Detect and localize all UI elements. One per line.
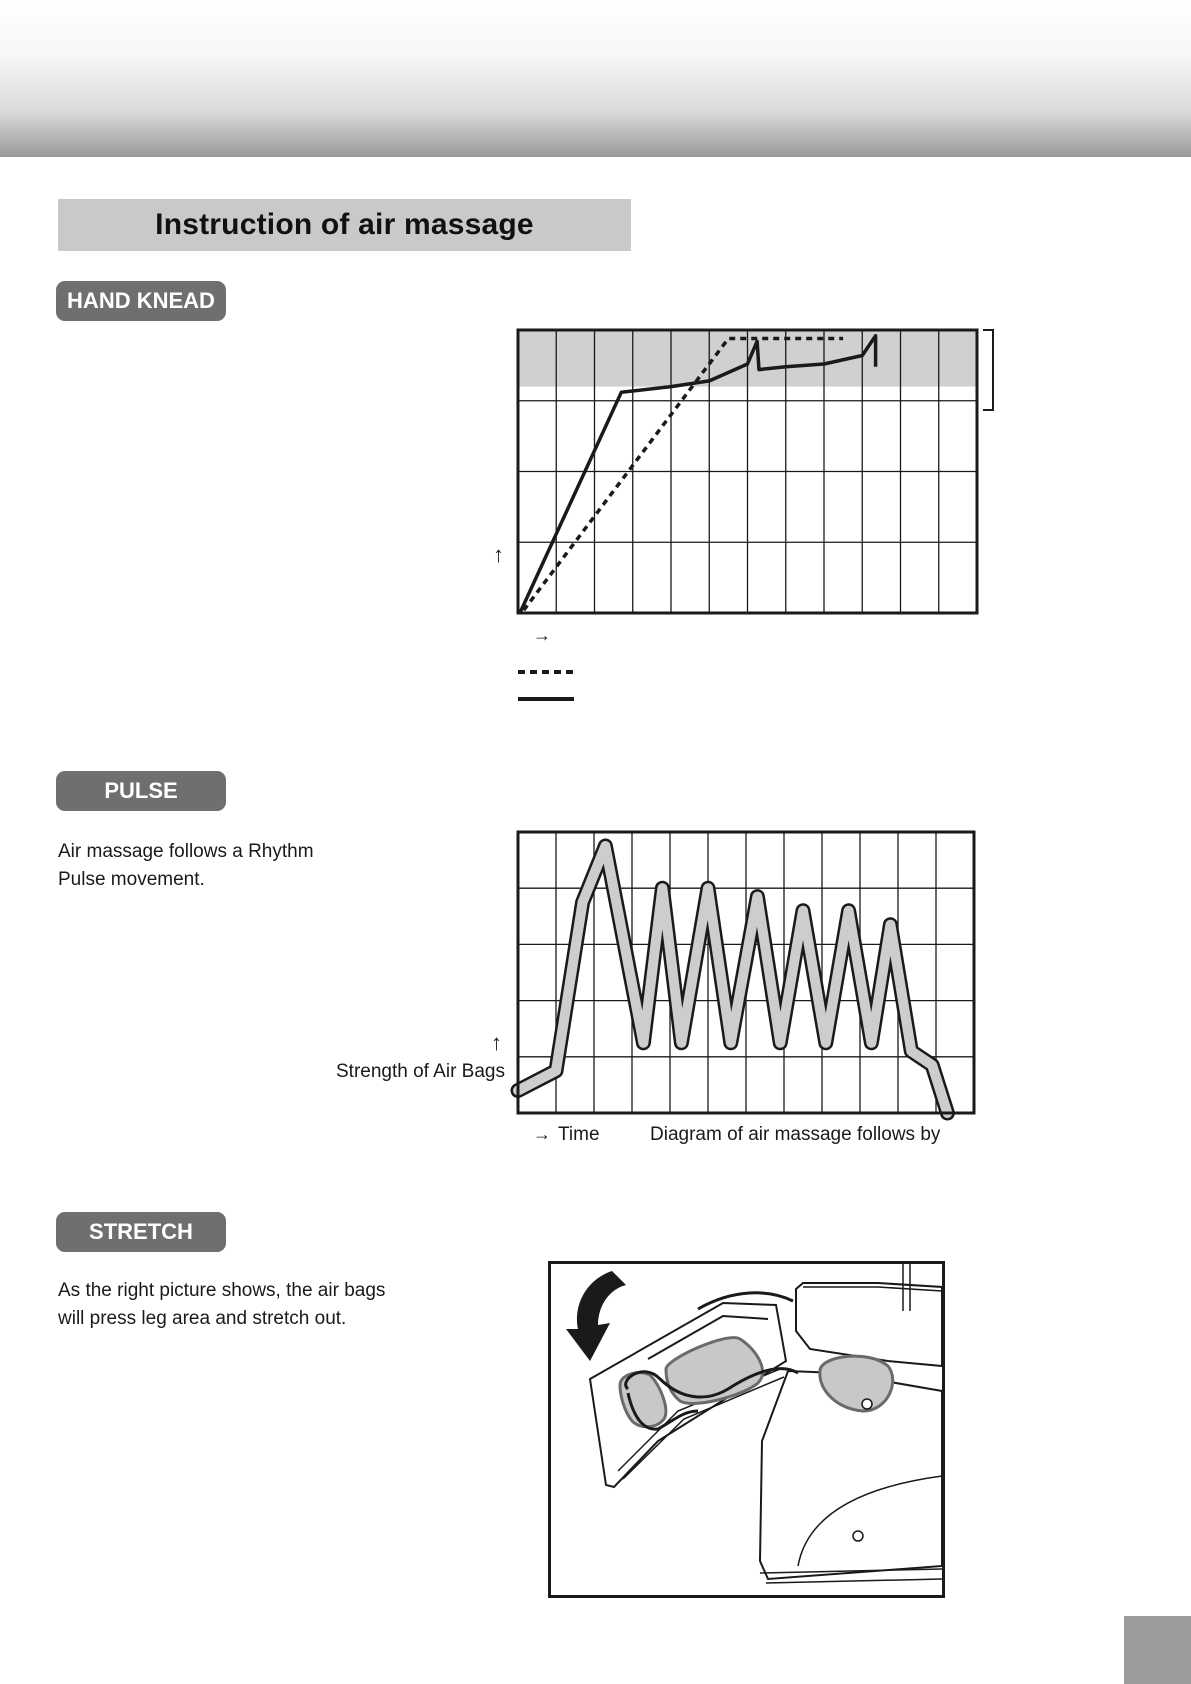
- pulse-x-label: Time: [558, 1124, 600, 1145]
- hand-knead-x-arrow: →: [533, 625, 551, 645]
- stretch-heading: STRETCH: [56, 1212, 226, 1252]
- pulse-caption: Diagram of air massage follows by: [650, 1124, 941, 1145]
- page-title: Instruction of air massage: [58, 199, 631, 251]
- hand-knead-y-arrow: ↑: [493, 542, 504, 567]
- pulse-heading: PULSE: [56, 771, 226, 811]
- chair-body-knob: [853, 1531, 863, 1541]
- stretch-description: [58, 1277, 385, 1333]
- pulse-y-arrow: ↑: [491, 1030, 502, 1055]
- stretch-illustration: [548, 1261, 945, 1599]
- pulse-description-line: Air massage follows a Rhythm: [58, 841, 314, 862]
- pulse-description-line: Pulse movement.: [58, 869, 205, 890]
- pulse-x-arrow: →: [533, 1124, 551, 1144]
- pulse-y-label: Strength of Air Bags: [336, 1061, 505, 1082]
- hand-knead-heading: HAND KNEAD: [56, 281, 226, 321]
- stretch-description-line: As the right picture shows, the air bags: [58, 1280, 386, 1301]
- page-number-tab: [1124, 1616, 1191, 1684]
- stretch-description-line: will press leg area and stretch out.: [58, 1308, 347, 1329]
- seat-knob: [862, 1399, 872, 1409]
